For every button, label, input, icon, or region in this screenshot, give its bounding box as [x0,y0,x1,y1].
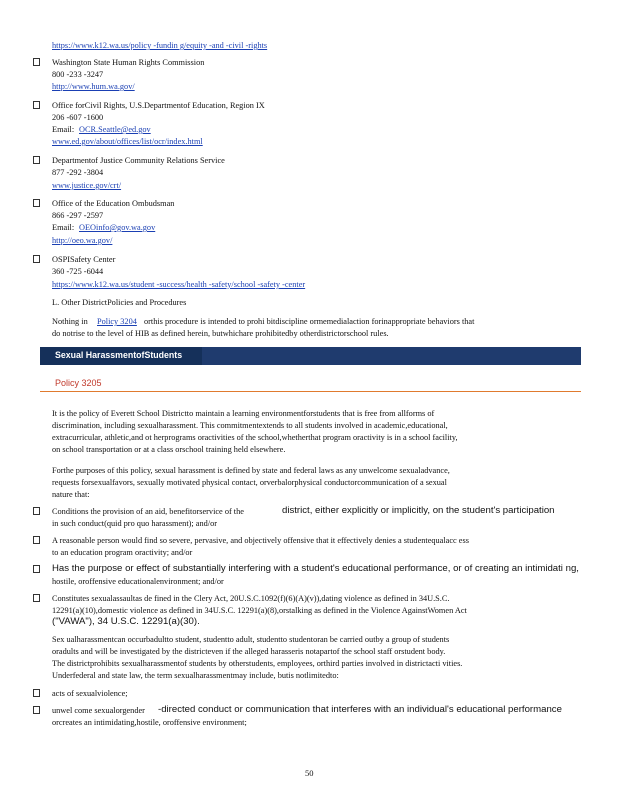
paragraph-line: It is the policy of Everett School Districtto maintain a learning environmentforstudents that is free from allforms of [52,409,435,418]
divider [40,391,581,392]
bullet-icon [33,706,40,714]
contact-name: Departmentof Justice Community Relations Service [52,156,225,165]
contact-name: Washington State Human Rights Commission [52,58,205,67]
criteria-text: ("VAWA"), 34 U.S.C. 12291(a)(30). [52,616,200,627]
ospi-link[interactable]: https://www.k12.wa.us/student -success/health -safety/school -safety -center [52,280,306,289]
paragraph-line: nature that: [52,490,90,499]
banner-title: Sexual HarassmentofStudents [55,350,183,360]
criteria-text: hostile, oroffensive educationalenvironment; and/or [52,577,224,586]
ocr-url-link[interactable]: www.ed.gov/about/offices/list/ocr/index.html [52,137,203,146]
policy-label: Policy 3205 [55,378,102,388]
oeo-email-link[interactable]: OEOinfo@gov.wa.gov [79,223,156,232]
criteria-text: A reasonable person would find so severe, pervasive, and objectively offensive that it effectively denies a studentequalacc ess [52,536,469,545]
contact-phone: 877 -292 -3804 [52,168,104,177]
section-heading: L. Other DistrictPolicies and Procedures [52,298,187,307]
paragraph-line: Sex ualharassmentcan occurbadultto student, studentto adult, studentto studentoran be carried outby a group of students [52,635,450,644]
paragraph-line: Forthe purposes of this policy, sexual harassment is defined by state and federal laws as any unwelcome sexualadvance, [52,466,450,475]
contact-phone: 800 -233 -3247 [52,70,104,79]
paragraph-text: orthis procedure is intended to prohi bitdiscipline ormemedialaction forinappropriate behaviors that [144,317,475,326]
example-text: -directed conduct or communication that interferes with an individual's educational performance [158,704,562,715]
bullet-icon [33,507,40,515]
bullet-icon [33,594,40,602]
contact-name: Office forCivil Rights, U.S.Departmentof Education, Region IX [52,101,265,110]
contact-name: Office of the Education Ombudsman [52,199,175,208]
bullet-icon [33,536,40,544]
ocr-email-link[interactable]: OCR.Seattle@ed.gov [79,125,151,134]
justice-link[interactable]: www.justice.gov/crt/ [52,181,122,190]
bullet-icon [33,101,40,109]
paragraph-line: discrimination, including sexualharassment. This commitmentextends to all students involved in academic,educational, [52,421,448,430]
email-label: Email: [52,125,75,134]
bullet-icon [33,58,40,66]
paragraph-line: The districtprohibits sexualharassmentof students by otherstudents, employees, orthird parties involved in districtacti vities. [52,659,463,668]
hum-link[interactable]: http://www.hum.wa.gov/ [52,82,135,91]
paragraph-line: extracurricular, athletic,and ot herprograms oractivities of the school,whetherthat program oractivity is in a school facility, [52,433,458,442]
policy-3204-link[interactable]: Policy 3204 [97,317,137,326]
page-number: 50 [305,768,314,778]
criteria-text: 12291(a)(10),domestic violence as defined in 34U.S.C. 12291(a)(8),orstalking as defined in the Violence AgainstWomen Act [52,606,467,615]
contact-phone: 866 -297 -2597 [52,211,104,220]
section-banner [40,347,581,365]
bullet-icon [33,255,40,263]
contact-phone: 360 -725 -6044 [52,267,104,276]
paragraph-line: on school transportation or at a class orschool training held elsewhere. [52,445,286,454]
contact-phone: 206 -607 -1600 [52,113,104,122]
example-text: orcreates an intimidating,hostile, oroffensive environment; [52,718,247,727]
email-label: Email: [52,223,75,232]
criteria-text: Constitutes sexualassaultas de fined in the Clery Act, 20U.S.C.1092(f)(6)(A)(v)),dating violence as defined in 34U.S.C. [52,594,450,603]
paragraph-text: do notrise to the level of HIB as defined herein, butwhichare prohibitedby otherdistrictorschool rules. [52,329,389,338]
paragraph-line: Underfederal and state law, the term sexualharassmentmay include, butis notlimitedto: [52,671,339,680]
bullet-icon [33,689,40,697]
equity-link[interactable]: https://www.k12.wa.us/policy -fundin g/equity -and -civil -rights [52,41,268,50]
contact-name: OSPISafety Center [52,255,116,264]
criteria-text: Conditions the provision of an aid, benefitorservice of the [52,507,244,516]
paragraph-line: requests forsexualfavors, sexually motivated physical contact, orverbalorphysical conductorcommunication of a sexual [52,478,447,487]
example-text: acts of sexualviolence; [52,689,128,698]
criteria-text: to an education program oractivity; and/or [52,548,193,557]
bullet-icon [33,565,40,573]
criteria-text: in such conduct(quid pro quo harassment); and/or [52,519,217,528]
criteria-text: Has the purpose or effect of substantially interfering with a student's educational performance, or of creating an intimidati ng, [52,563,579,574]
bullet-icon [33,156,40,164]
bullet-icon [33,199,40,207]
oeo-link[interactable]: http://oeo.wa.gov/ [52,236,113,245]
paragraph-line: oradults and will be investigated by the districteven if the alleged harasseris notapartof the school staff orstudent body. [52,647,446,656]
example-text: unwel come sexualorgender [52,706,145,715]
paragraph-text: Nothing in [52,317,88,326]
criteria-text: district, either explicitly or implicitly, on the student's participation [282,505,555,516]
